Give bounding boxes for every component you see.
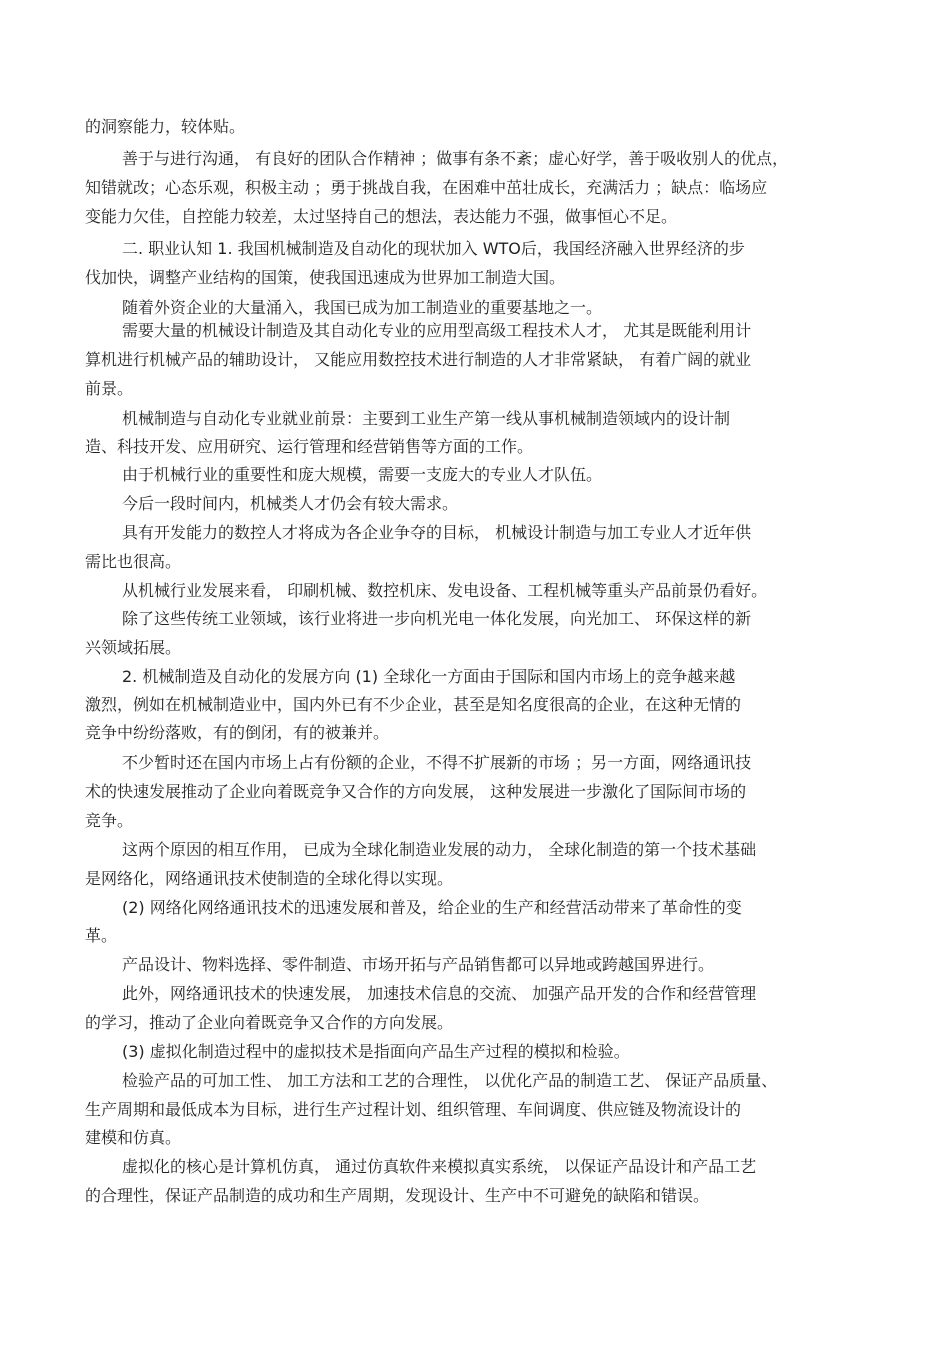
- text-line: 的学习，推动了企业向着既竞争又合作的方向发展。: [85, 1013, 454, 1032]
- text-line: 此外，网络通讯技术的快速发展， 加速技术信息的交流、 加强产品开发的合作和经营管理: [122, 984, 757, 1003]
- text-line: 产品设计、物料选择、零件制造、市场开拓与产品销售都可以异地或跨越国界进行。: [122, 955, 715, 974]
- text-line: 由于机械行业的重要性和庞大规模，需要一支庞大的专业人才队伍。: [122, 465, 603, 484]
- text-line: 激烈，例如在机械制造业中，国内外已有不少企业，甚至是知名度很高的企业，在这种无情的: [85, 695, 742, 714]
- text-line: 前景。: [85, 379, 134, 398]
- text-line: 生产周期和最低成本为目标，进行生产过程计划、组织管理、车间调度、供应链及物流设计的: [85, 1100, 742, 1119]
- text-line: 检验产品的可加工性、 加工方法和工艺的合理性， 以优化产品的制造工艺、 保证产品质量、: [122, 1071, 778, 1090]
- text-line: 的合理性，保证产品制造的成功和生产周期，发现设计、生产中不可避免的缺陷和错误。: [85, 1186, 710, 1205]
- text-line: 竞争。: [85, 811, 134, 830]
- text-line: 这两个原因的相互作用， 已成为全球化制造业发展的动力， 全球化制造的第一个技术基础: [122, 840, 757, 859]
- text-line: 今后一段时间内，机械类人才仍会有较大需求。: [122, 494, 459, 513]
- text-line: 术的快速发展推动了企业向着既竞争又合作的方向发展， 这种发展进一步激化了国际间市场的: [85, 782, 747, 801]
- text-line: 革。: [85, 926, 118, 945]
- text-line: 具有开发能力的数控人才将成为各企业争夺的目标， 机械设计制造与加工专业人才近年供: [122, 523, 752, 542]
- text-line: 造、科技开发、应用研究、运行管理和经营销售等方面的工作。: [85, 437, 534, 456]
- text-line: 虚拟化的核心是计算机仿真， 通过仿真软件来模拟真实系统， 以保证产品设计和产品工艺: [122, 1157, 757, 1176]
- text-line: 是网络化，网络通讯技术使制造的全球化得以实现。: [85, 869, 454, 888]
- text-line: 的洞察能力，较体贴。: [85, 117, 246, 136]
- text-line: 竞争中纷纷落败，有的倒闭，有的被兼并。: [85, 723, 390, 742]
- text-line: 变能力欠佳，自控能力较差，太过坚持自己的想法，表达能力不强，做事恒心不足。: [85, 207, 678, 226]
- text-line: 需比也很高。: [85, 552, 182, 571]
- text-line: 除了这些传统工业领域，该行业将进一步向机光电一体化发展，向光加工、 环保这样的新: [122, 609, 752, 628]
- text-line: 从机械行业发展来看， 印刷机械、数控机床、发电设备、工程机械等重头产品前景仍看好。: [122, 581, 768, 600]
- text-line: 2. 机械制造及自动化的发展方向 (1) 全球化一方面由于国际和国内市场上的竞争越来越: [122, 667, 736, 686]
- text-line: 随着外资企业的大量涌入，我国已成为加工制造业的重要基地之一。: [122, 298, 603, 317]
- text-line: 知错就改；心态乐观，积极主动 ；勇于挑战自我，在困难中茁壮成长，充满活力 ；缺点：临场应: [85, 178, 768, 197]
- text-line: 建模和仿真。: [85, 1128, 182, 1147]
- text-line: 兴领域拓展。: [85, 638, 182, 657]
- text-line: 善于与进行沟通， 有良好的团队合作精神 ；做事有条不紊；虚心好学，善于吸收别人的优点，: [122, 149, 789, 168]
- text-line: 需要大量的机械设计制造及其自动化专业的应用型高级工程技术人才， 尤其是既能利用计: [122, 321, 752, 340]
- text-line: 二. 职业认知 1. 我国机械制造及自动化的现状加入 WTO后，我国经济融入世界经济的步: [122, 239, 745, 258]
- text-line: 算机进行机械产品的辅助设计， 又能应用数控技术进行制造的人才非常紧缺， 有着广阔的就业: [85, 350, 752, 369]
- text-line: 不少暂时还在国内市场上占有份额的企业，不得不扩展新的市场 ；另一方面，网络通讯技: [122, 753, 752, 772]
- text-line: 伐加快，调整产业结构的国策，使我国迅速成为世界加工制造大国。: [85, 268, 566, 287]
- text-line: 机械制造与自动化专业就业前景：主要到工业生产第一线从事机械制造领域内的设计制: [122, 409, 731, 428]
- text-line: (3) 虚拟化制造过程中的虚拟技术是指面向产品生产过程的模拟和检验。: [122, 1042, 630, 1061]
- text-line: (2) 网络化网络通讯技术的迅速发展和普及，给企业的生产和经营活动带来了革命性的变: [122, 898, 742, 917]
